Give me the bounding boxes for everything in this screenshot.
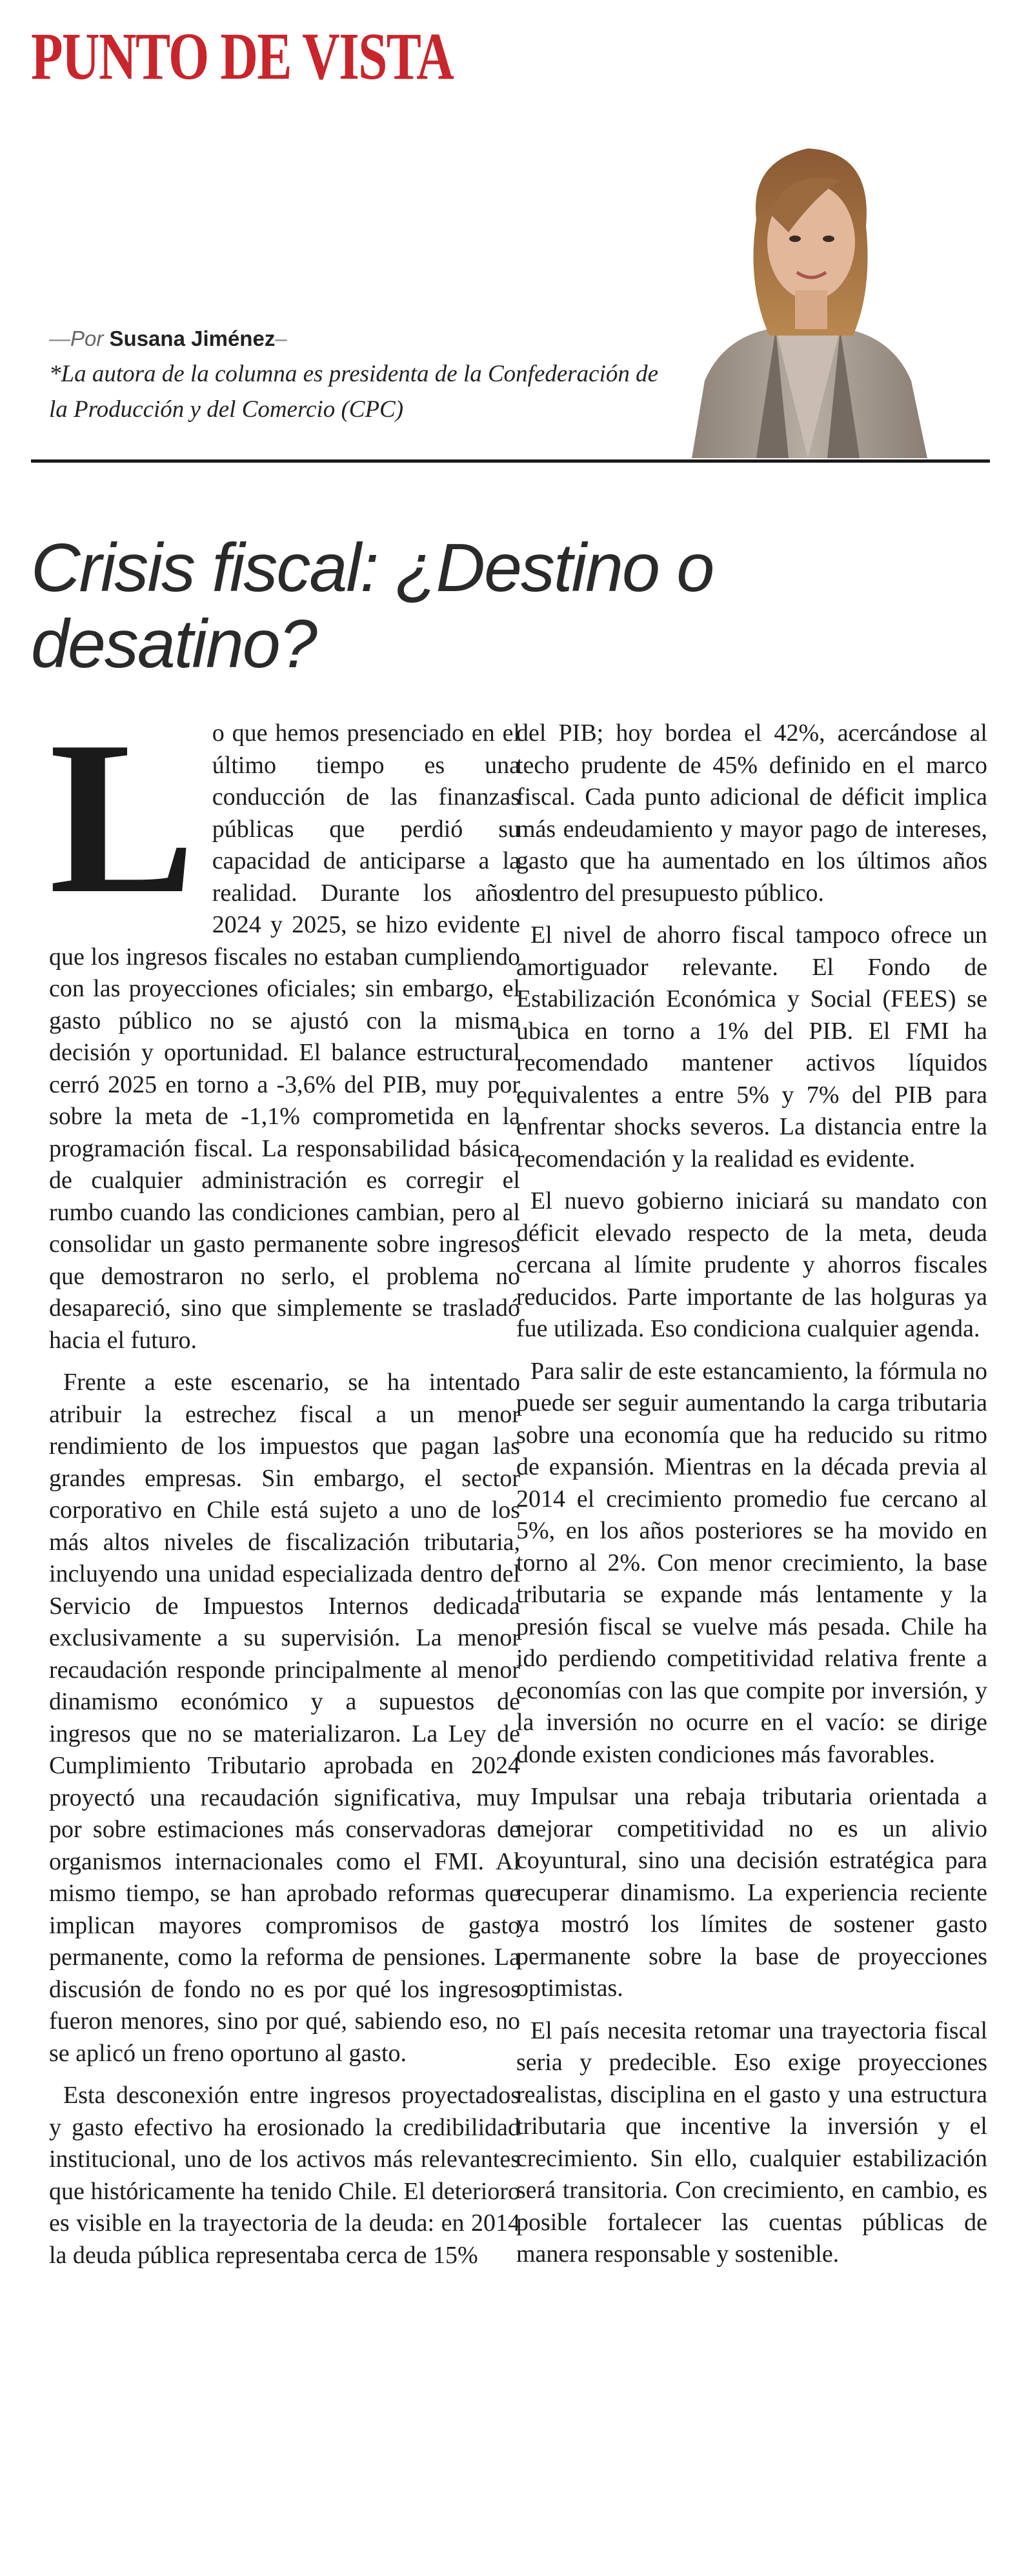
article-paragraph-6: Para salir de este estancamiento, la fórmula no puede ser seguir aumentando la carga tributaria sobre una economía que ha reducido su ritmo de expansión. Mientras en la década previa al 2014 el crecimiento promedio fue cercano al 5%, en los años posteriores se ha movido en torno al 2%. Con menor crecimiento, la base tributaria se expande más lentamente y la presión fiscal se vuelve más pesada. Chile ha ido perdiendo competitividad relativa frente a economías con las que compite por inversión, y la inversión no ocurre en el vacío: se dirige donde existen condiciones más favorables. bbox=[516, 1357, 987, 1768]
headline: Crisis fiscal: ¿Destino o desatino? bbox=[31, 530, 714, 683]
article-paragraph-2: Frente a este escenario, se ha intentado atribuir la estrechez fiscal a un menor rendimiento de los impuestos que pagan las grandes empresas. Sin embargo, el sector corporativo en Chile está sujeto a uno de los más altos niveles de fiscalización tributaria, incluyendo una unidad especializada dentro del Servicio de Impuestos Internos dedicada exclusivamente a su supervisión. La menor recaudación responde principalmente al menor dinamismo económico y a supuestos de ingresos que no se materializaron. La Ley de Cumplimiento Tributario aprobada en 2024 proyectó una recaudación significativa, muy por sobre estimaciones más conservadoras de organismos internacionales como el FMI. Al mismo tiempo, se han aprobado reformas que implican mayores compromisos de gasto permanente, como la reforma de pensiones. La discusión de fondo no es por qué los ingresos fueron menores, sino por qué, sabiendo eso, no se aplicó un freno oportuno al gasto. bbox=[49, 1369, 520, 2067]
article-column-left bbox=[49, 696, 520, 2282]
paragraph-1-text: o que hemos presenciado en el último tiempo es una conducción de las finanzas públicas que perdió su capacidad de anticiparse a la realidad. Durante los años 2024 y 2025, se hizo evidente que los ingresos fiscales no estaban cumpliendo con las proyecciones oficiales; sin embargo, el gasto público no se ajustó con la misma decisión y oportunidad. El balance estructural cerró 2025 en torno a -3,6% del PIB, muy por sobre la meta de -1,1% comprometida en la programación fiscal. La responsabilidad básica de cualquier administración es corregir el rumbo cuando las condiciones cambian, pero al consolidar un gasto permanente sobre ingresos que demostraron no serlo, el problema no desapareció, sino que simplemente se trasladó hacia el futuro. bbox=[49, 719, 520, 1354]
byline bbox=[49, 327, 287, 351]
headline-rule bbox=[31, 459, 990, 463]
author-note: *La autora de la columna es presidenta de la Confederación de la Producción y del Comercio (CPC) bbox=[49, 361, 659, 423]
article-paragraph-7: Impulsar una rebaja tributaria orientada a mejorar competitividad no es un alivio coyuntural, sino una decisión estratégica para recuperar dinamismo. La experiencia reciente ya mostró los límites de sostener gasto permanente sobre la base de proyecciones optimistas. bbox=[516, 1783, 987, 2002]
article-column-right bbox=[516, 718, 987, 2281]
article-paragraph-1 bbox=[49, 696, 520, 1356]
byline-dash-left: — bbox=[49, 327, 70, 350]
author-portrait bbox=[679, 123, 937, 458]
article-paragraph-4: El nivel de ahorro fiscal tampoco ofrece un amortiguador relevante. El Fondo de Estabilización Económica y Social (FEES) se ubica en torno a 1% del PIB. El FMI ha recomendado mantener activos líquidos equivalentes a entre 5% y 7% del PIB para enfrentar shocks severos. La distancia entre la recomendación y la realidad es evidente. bbox=[516, 921, 987, 1172]
author-portrait-image bbox=[679, 123, 937, 458]
article-paragraph-3a: Esta desconexión entre ingresos proyectados y gasto efectivo ha erosionado la credibilidad institucional, uno de los activos más relevantes que históricamente ha tenido Chile. El deterioro es visible en la trayectoria de la deuda: en 2014 la deuda pública representaba cerca de 15% bbox=[49, 2082, 520, 2269]
dropcap: L bbox=[49, 696, 196, 939]
byline-dash-right: – bbox=[275, 327, 287, 350]
author-name: Susana Jiménez bbox=[109, 327, 276, 350]
article-paragraph-8: El país necesita retomar una trayectoria fiscal seria y predecible. Eso exige proyecciones realistas, disciplina en el gasto y una estructura tributaria que incentive la inversión y el crecimiento. Sin ello, cualquier estabilización será transitoria. Con crecimiento, en cambio, es posible fortalecer las cuentas públicas de manera responsable y sostenible. bbox=[516, 2017, 987, 2268]
byline-prefix: Por bbox=[70, 327, 104, 350]
article-paragraph-5: El nuevo gobierno iniciará su mandato con déficit elevado respecto de la meta, deuda cercana al límite prudente y ahorros fiscales reducidos. Parte importante de las holguras ya fue utilizada. Eso condiciona cualquier agenda. bbox=[516, 1187, 987, 1342]
section-title: PUNTO DE VISTA bbox=[31, 19, 454, 94]
article-paragraph-3b: del PIB; hoy bordea el 42%, acercándose al techo prudente de 45% definido en el marco fiscal. Cada punto adicional de déficit implica más endeudamiento y mayor pago de intereses, gasto que ha aumentado en los últimos años dentro del presupuesto público. bbox=[516, 719, 987, 907]
